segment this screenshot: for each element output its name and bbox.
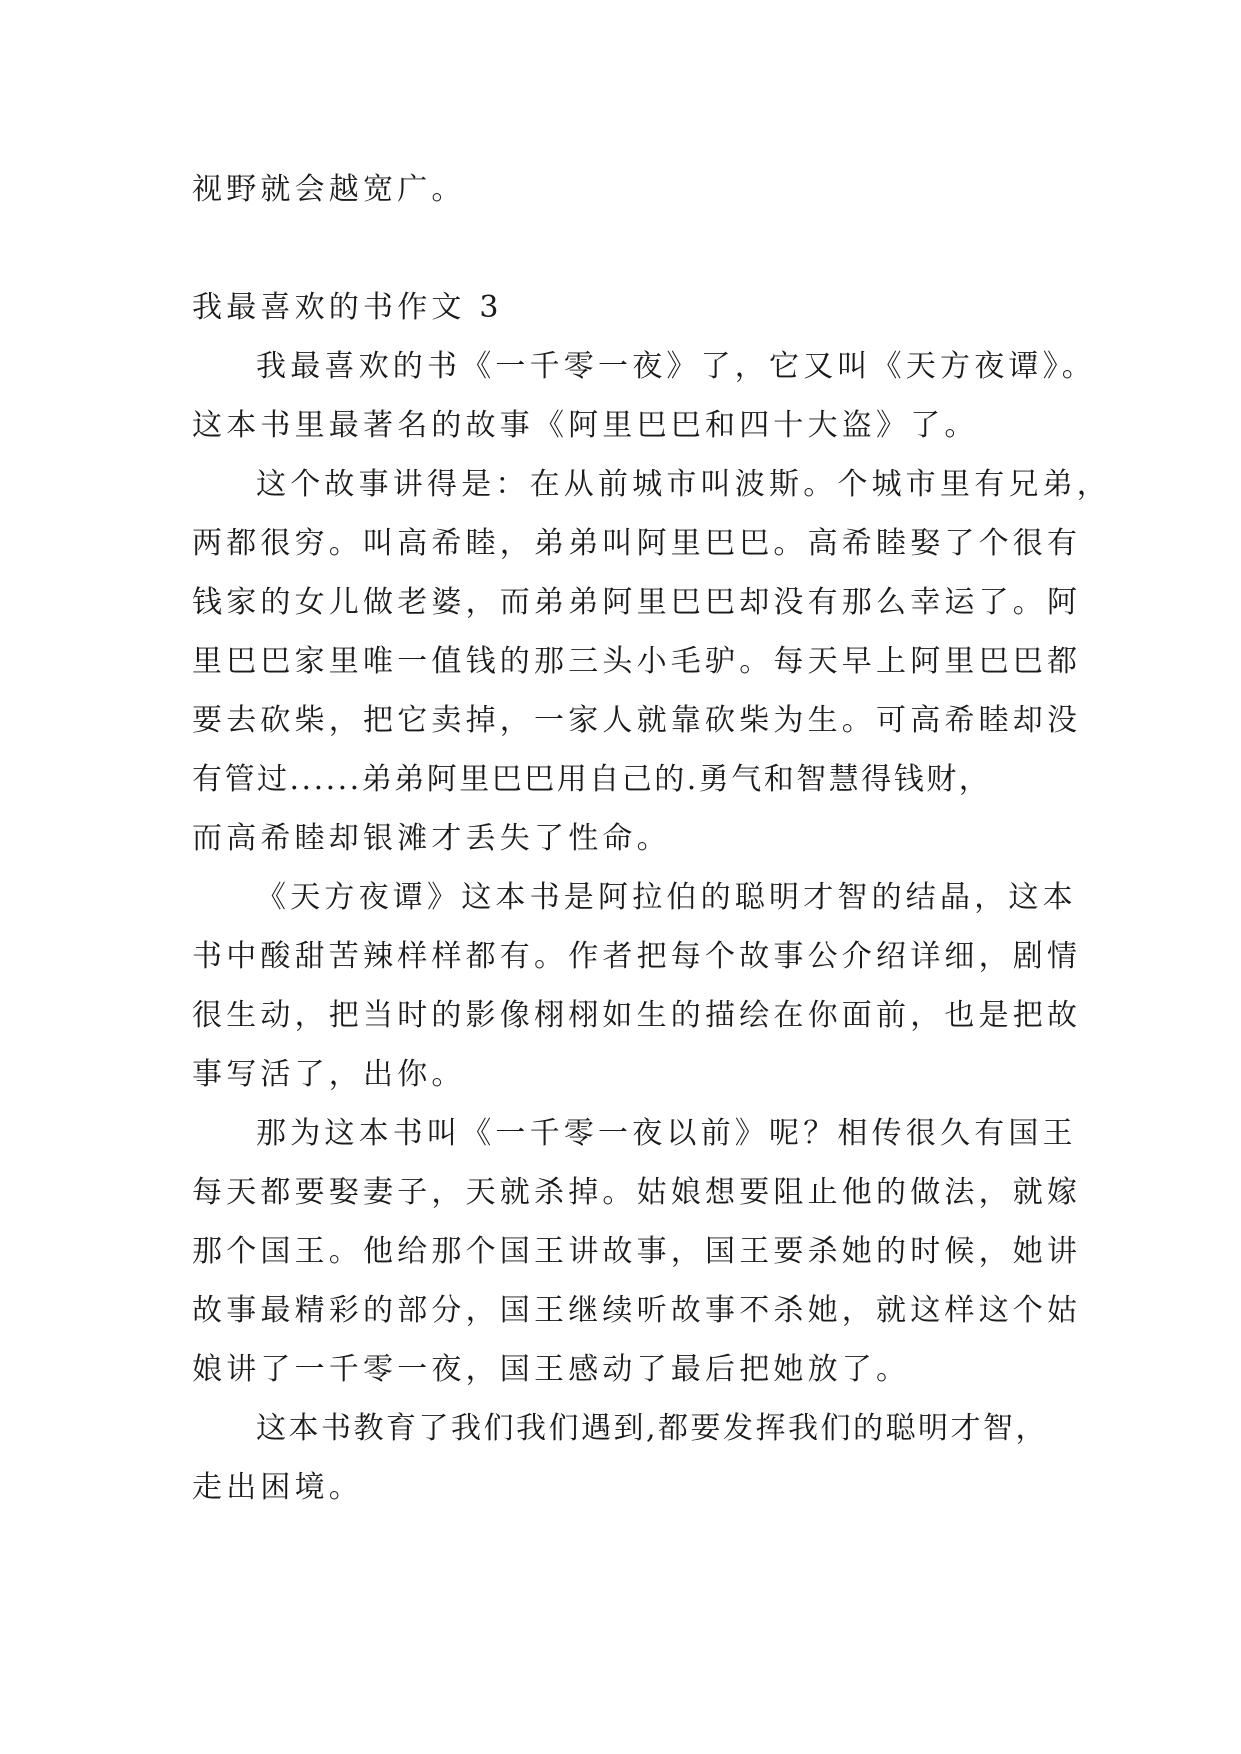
document-body <box>192 160 1111 1517</box>
text-line: 娘讲了一千零一夜，国王感动了最后把她放了。 <box>192 1352 911 1387</box>
text-line: 那为这本书叫《一千零一夜以前》呢？相传很久有国王 <box>256 1116 1077 1151</box>
text-line: 《天方夜谭》这本书是阿拉伯的聪明才智的结晶，这本 <box>256 880 1077 915</box>
text-line: 钱家的女儿做老婆，而弟弟阿里巴巴却没有那么幸运了。阿 <box>192 585 1082 620</box>
section-heading: 我最喜欢的书作文 3 <box>192 290 503 325</box>
text-line: 走出困境。 <box>192 1470 363 1505</box>
text-line: 有管过......弟弟阿里巴巴用自己的.勇气和智慧得钱财， <box>192 762 992 797</box>
text-line: 这本书里最著名的故事《阿里巴巴和四十大盗》了。 <box>192 408 979 443</box>
text-line: 而高希睦却银滩才丢失了性命。 <box>192 821 671 856</box>
text-line: 视野就会越宽广。 <box>192 172 466 207</box>
paragraph-gap <box>192 219 1062 278</box>
text-line: 里巴巴家里唯一值钱的那三头小毛驴。每天早上阿里巴巴都 <box>192 644 1082 679</box>
text-line: 那个国王。他给那个国王讲故事，国王要杀她的时候，她讲 <box>192 1234 1082 1269</box>
text-line: 两都很穷。叫高希睦，弟弟叫阿里巴巴。高希睦娶了个很有 <box>192 526 1082 561</box>
text-line: 每天都要娶妻子，天就杀掉。姑娘想要阻止他的做法，就嫁 <box>192 1175 1082 1210</box>
text-line: 要去砍柴，把它卖掉，一家人就靠砍柴为生。可高希睦却没 <box>192 703 1082 738</box>
text-line: 事写活了，出你。 <box>192 1057 466 1092</box>
text-line: 很生动，把当时的影像栩栩如生的描绘在你面前，也是把故 <box>192 998 1082 1033</box>
text-line: 故事最精彩的部分，国王继续听故事不杀她，就这样这个姑 <box>192 1293 1082 1328</box>
text-line: 这个故事讲得是：在从前城市叫波斯。个城市里有兄弟， <box>256 467 1111 502</box>
text-line: 书中酸甜苦辣样样都有。作者把每个故事公介绍详细，剧情 <box>192 939 1082 974</box>
text-line: 我最喜欢的书《一千零一夜》了，它又叫《天方夜谭》。 <box>256 349 1096 384</box>
text-line: 这本书教育了我们我们遇到,都要发挥我们的聪明才智， <box>256 1411 1049 1446</box>
